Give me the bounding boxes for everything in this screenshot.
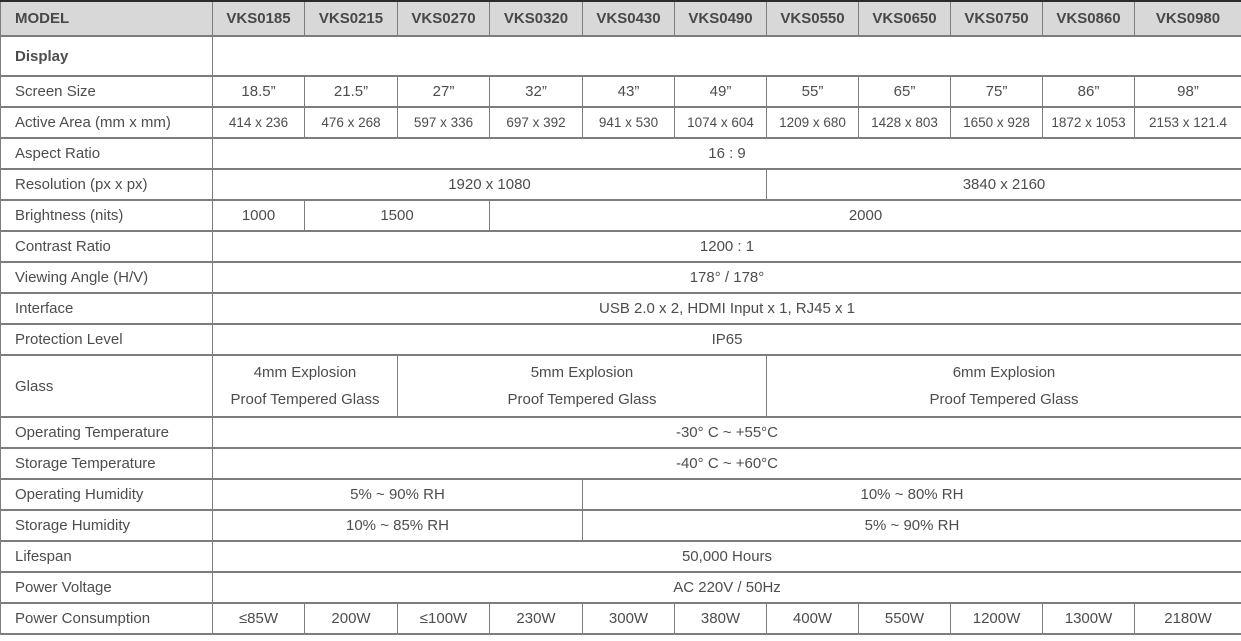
spec-value: 1000 [213,200,305,231]
section-spacer-cell [213,36,1241,76]
spec-value: 1920 x 1080 [213,169,767,200]
spec-value: 10% ~ 80% RH [583,479,1241,510]
row-label: Contrast Ratio [1,231,213,262]
spec-value: IP65 [213,324,1241,355]
header-row [1,1,1241,36]
model-header-cell: VKS0860 [1043,1,1135,36]
spec-value: 32” [490,76,583,107]
glass-line: Proof Tempered Glass [230,391,380,408]
row-power-consumption [1,603,1241,634]
row-screen-size [1,76,1241,107]
row-label: Glass [1,355,213,417]
row-label: Viewing Angle (H/V) [1,262,213,293]
spec-value: 1074 x 604 [675,107,767,138]
spec-value: 3840 x 2160 [767,169,1241,200]
spec-value: 18.5” [213,76,305,107]
row-label: Aspect Ratio [1,138,213,169]
glass-line: 6mm Explosion [952,364,1056,381]
spec-value: 16 : 9 [213,138,1241,169]
spec-value: 2180W [1135,603,1241,634]
spec-value: ≤85W [213,603,305,634]
spec-value: 1200 : 1 [213,231,1241,262]
spec-value: 65” [859,76,951,107]
spec-value: 1209 x 680 [767,107,859,138]
spec-value: 697 x 392 [490,107,583,138]
row-interface [1,293,1241,324]
row-label: Operating Humidity [1,479,213,510]
spec-value: 597 x 336 [398,107,490,138]
spec-value: 49” [675,76,767,107]
section-row-display [1,36,1241,76]
row-storage-humidity [1,510,1241,541]
row-viewing-angle [1,262,1241,293]
row-label: Storage Humidity [1,510,213,541]
spec-value: 21.5” [305,76,398,107]
row-aspect-ratio [1,138,1241,169]
row-resolution [1,169,1241,200]
model-header-cell: VKS0550 [767,1,859,36]
spec-value: 2000 [490,200,1241,231]
row-lifespan [1,541,1241,572]
spec-value: -40° C ~ +60°C [213,448,1241,479]
model-header-cell: VKS0750 [951,1,1043,36]
row-glass [1,355,1241,417]
spec-value: 178° / 178° [213,262,1241,293]
spec-value: 476 x 268 [305,107,398,138]
row-label: Interface [1,293,213,324]
spec-value: ≤100W [398,603,490,634]
row-power-voltage [1,572,1241,603]
spec-value: 5% ~ 90% RH [213,479,583,510]
spec-value: 1650 x 928 [951,107,1043,138]
spec-value: 55” [767,76,859,107]
row-label: Resolution (px x px) [1,169,213,200]
model-header-label: MODEL [1,1,213,36]
row-label: Power Voltage [1,572,213,603]
row-label: Power Consumption [1,603,213,634]
spec-value [398,355,767,417]
spec-value [767,355,1241,417]
model-header-cell: VKS0430 [583,1,675,36]
model-header-cell: VKS0980 [1135,1,1241,36]
row-label: Protection Level [1,324,213,355]
glass-line: Proof Tempered Glass [507,391,657,408]
spec-value: USB 2.0 x 2, HDMI Input x 1, RJ45 x 1 [213,293,1241,324]
row-operating-humidity [1,479,1241,510]
spec-value: -30° C ~ +55°C [213,417,1241,448]
model-header-cell: VKS0650 [859,1,951,36]
glass-line: Proof Tempered Glass [929,391,1079,408]
row-label: Storage Temperature [1,448,213,479]
spec-value: 400W [767,603,859,634]
spec-value: 941 x 530 [583,107,675,138]
spec-value: 50,000 Hours [213,541,1241,572]
spec-value: 98” [1135,76,1241,107]
spec-value: 75” [951,76,1043,107]
model-header-cell: VKS0270 [398,1,490,36]
row-storage-temperature [1,448,1241,479]
spec-value: 27” [398,76,490,107]
spec-value: 43” [583,76,675,107]
glass-line: 5mm Explosion [530,364,634,381]
row-protection-level [1,324,1241,355]
model-header-cell: VKS0490 [675,1,767,36]
model-header-cell: VKS0185 [213,1,305,36]
row-operating-temperature [1,417,1241,448]
spec-value: 10% ~ 85% RH [213,510,583,541]
spec-value: 1300W [1043,603,1135,634]
spec-value: AC 220V / 50Hz [213,572,1241,603]
row-label: Screen Size [1,76,213,107]
spec-value: 230W [490,603,583,634]
row-label: Lifespan [1,541,213,572]
spec-value: 5% ~ 90% RH [583,510,1241,541]
spec-value: 300W [583,603,675,634]
row-label: Brightness (nits) [1,200,213,231]
row-label: Operating Temperature [1,417,213,448]
row-active-area [1,107,1241,138]
row-contrast-ratio [1,231,1241,262]
spec-value: 1872 x 1053 [1043,107,1135,138]
row-label: Active Area (mm x mm) [1,107,213,138]
model-header-cell: VKS0320 [490,1,583,36]
spec-value: 200W [305,603,398,634]
spec-value: 1428 x 803 [859,107,951,138]
model-header-cell: VKS0215 [305,1,398,36]
spec-value: 1500 [305,200,490,231]
row-brightness [1,200,1241,231]
spec-value [213,355,398,417]
spec-value: 1200W [951,603,1043,634]
spec-value: 414 x 236 [213,107,305,138]
spec-value: 550W [859,603,951,634]
glass-line: 4mm Explosion [253,364,357,381]
spec-value: 2153 x 121.4 [1135,107,1241,138]
spec-value: 380W [675,603,767,634]
section-label: Display [1,36,213,76]
spec-value: 86” [1043,76,1135,107]
